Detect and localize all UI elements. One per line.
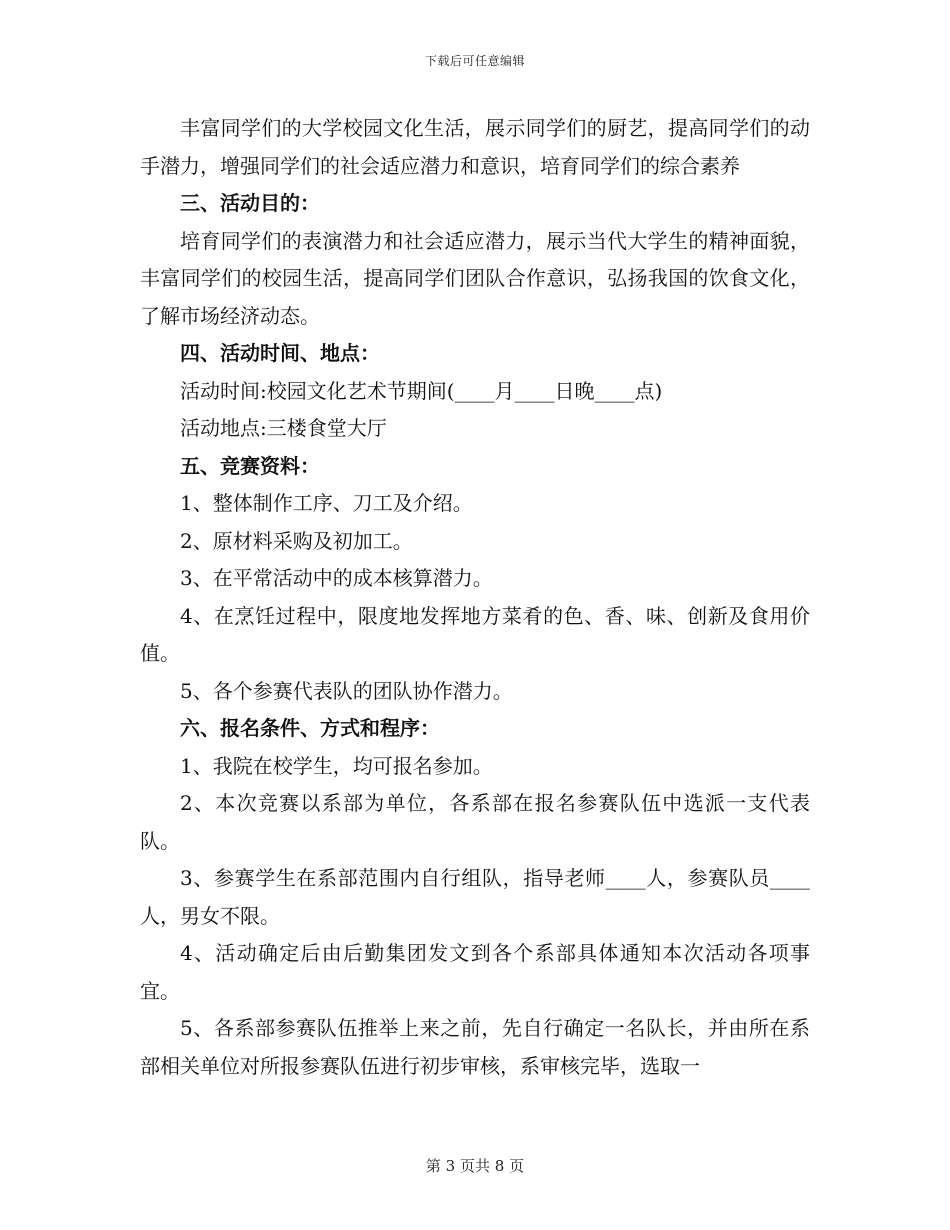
list-item: 3、参赛学生在系部范围内自行组队，指导老师____人，参赛队员____人，男女不限。: [140, 866, 810, 928]
list-item: 1、整体制作工序、刀工及介绍。: [180, 491, 473, 515]
section-heading-purpose: 三、活动目的：: [180, 191, 320, 215]
list-item: 1、我院在校学生，均可报名参加。: [180, 753, 493, 778]
list-item: 5、各系部参赛队伍推举上来之前，先自行确定一名队长，并由所在系部相关单位对所报参赛队伍进行初步审核，系审核完毕，选取一: [140, 1016, 810, 1078]
list-item: 2、本次竞赛以系部为单位，各系部在报名参赛队伍中选派一支代表队。: [140, 791, 810, 853]
list-item: 4、活动确定后由后勤集团发文到各个系部具体通知本次活动各项事宜。: [140, 941, 810, 1003]
list-item: 2、原材料采购及初加工。: [180, 528, 413, 553]
paragraph-intro: 丰富同学们的大学校园文化生活，展示同学们的厨艺，提高同学们的动手潜力，增强同学们的社会适应潜力和意识，培育同学们的综合素养: [140, 116, 810, 178]
section-heading-content: 五、竞赛资料：: [180, 453, 320, 478]
document-body: [140, 110, 810, 1085]
paragraph-place: 活动地点:三楼食堂大厅: [180, 416, 387, 440]
section-heading-registration: 六、报名条件、方式和程序：: [180, 716, 440, 740]
list-item: 3、在平常活动中的成本核算潜力。: [180, 566, 493, 590]
paragraph-purpose: 培育同学们的表演潜力和社会适应潜力，展示当代大学生的精神面貌，丰富同学们的校园生活，提高同学们团队合作意识，弘扬我国的饮食文化，了解市场经济动态。: [140, 228, 810, 328]
section-heading-time-place: 四、活动时间、地点：: [180, 341, 380, 365]
list-item: 5、各个参赛代表队的团队协作潜力。: [180, 678, 513, 703]
list-item: 4、在烹饪过程中，限度地发挥地方菜肴的色、香、味、创新及食用价值。: [140, 603, 810, 665]
page-header-note: 下载后可任意编辑: [424, 54, 525, 68]
paragraph-time: 活动时间:校园文化艺术节期间(____月____日晚____点): [180, 378, 663, 403]
page-footer-number: 第 3 页共 8 页: [425, 1157, 525, 1175]
